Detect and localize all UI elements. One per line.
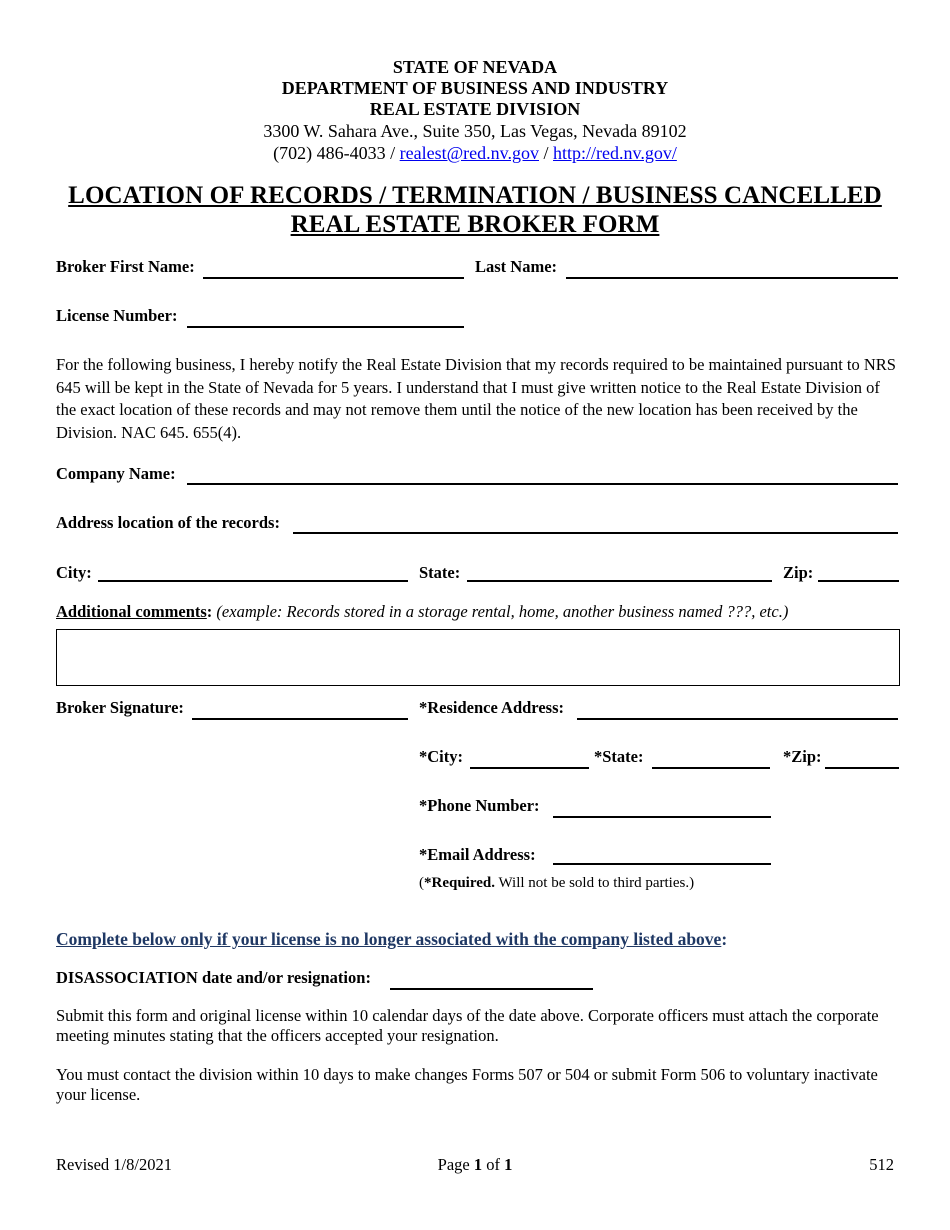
header-address: 3300 W. Sahara Ave., Suite 350, Las Vegas, Nevada 89102 xyxy=(263,121,687,141)
page-of: of xyxy=(486,1155,500,1174)
additional-comments-colon: : xyxy=(206,602,213,621)
disassociation-date-field[interactable] xyxy=(390,988,593,990)
email-address-field[interactable] xyxy=(553,863,771,865)
form-title-line2: REAL ESTATE BROKER FORM xyxy=(290,211,660,238)
header-contact-line xyxy=(0,143,950,164)
disassociation-label: DISASSOCIATION date and/or resignation: xyxy=(56,968,371,987)
revised-date: Revised 1/8/2021 xyxy=(56,1155,172,1174)
broker-signature-label: Broker Signature: xyxy=(56,698,184,717)
company-name-label: Company Name: xyxy=(56,464,176,483)
page-word: Page xyxy=(437,1155,470,1174)
license-number-label: License Number: xyxy=(56,306,178,325)
res-state-label: *State: xyxy=(594,747,644,766)
required-note xyxy=(419,874,694,892)
res-zip-field[interactable] xyxy=(825,767,899,769)
res-city-label: *City: xyxy=(419,747,463,766)
company-name-field[interactable] xyxy=(187,483,898,485)
section-heading-colon: : xyxy=(721,929,728,949)
additional-comments-example: (example: Records stored in a storage rental, home, another business named ???, etc.) xyxy=(216,602,789,621)
city-label: City: xyxy=(56,563,92,582)
header-separator-2: / xyxy=(543,143,549,163)
header-separator: / xyxy=(390,143,396,163)
address-location-field[interactable] xyxy=(293,532,898,534)
phone-number-label: *Phone Number: xyxy=(419,796,540,815)
additional-comments-label-row xyxy=(56,602,788,622)
submit-instructions: Submit this form and original license within 10 calendar days of the date above. Corporate officers must attach the corporate meeting minutes stating that the officers accepted your resignation. xyxy=(56,1006,879,1045)
page-current: 1 xyxy=(473,1155,483,1174)
res-city-field[interactable] xyxy=(470,767,589,769)
additional-comments-label: Additional comments xyxy=(56,602,207,621)
form-title-line1: LOCATION OF RECORDS / TERMINATION / BUSINESS CANCELLED xyxy=(68,182,882,209)
page-total: 1 xyxy=(504,1155,513,1174)
email-address-label: *Email Address: xyxy=(419,845,536,864)
header-division: REAL ESTATE DIVISION xyxy=(369,99,581,119)
email-link[interactable]: realest@red.nv.gov xyxy=(399,143,539,163)
required-note-bold: *Required. xyxy=(424,875,495,891)
broker-signature-field[interactable] xyxy=(192,718,408,720)
zip-field[interactable] xyxy=(818,580,899,582)
header-department: DEPARTMENT OF BUSINESS AND INDUSTRY xyxy=(281,78,669,98)
disassociation-section-heading xyxy=(56,929,727,950)
last-name-label: Last Name: xyxy=(475,257,558,276)
license-number-field[interactable] xyxy=(187,326,464,328)
res-zip-label: *Zip: xyxy=(783,747,822,766)
contact-instructions: You must contact the division within 10 days to make changes Forms 507 or 504 or submit Form 506 to voluntary inactivate your license. xyxy=(56,1065,878,1104)
phone-number-field[interactable] xyxy=(553,816,771,818)
section-heading-text: Complete below only if your license is no longer associated with the company listed above xyxy=(56,929,722,949)
city-field[interactable] xyxy=(98,580,408,582)
header-state: STATE OF NEVADA xyxy=(392,57,558,77)
header-phone: (702) 486-4033 xyxy=(273,143,386,163)
residence-address-label: *Residence Address: xyxy=(419,698,564,717)
zip-label: Zip: xyxy=(783,563,814,582)
last-name-field[interactable] xyxy=(566,277,898,279)
website-link[interactable]: http://red.nv.gov/ xyxy=(553,143,677,163)
broker-first-name-label: Broker First Name: xyxy=(56,257,195,276)
address-location-label: Address location of the records: xyxy=(56,513,280,532)
state-field[interactable] xyxy=(467,580,772,582)
required-note-rest: Will not be sold to third parties.) xyxy=(494,875,695,891)
residence-address-field[interactable] xyxy=(577,718,898,720)
page-indicator xyxy=(0,1155,950,1175)
required-note-open: ( xyxy=(419,875,424,891)
res-state-field[interactable] xyxy=(652,767,770,769)
state-label: State: xyxy=(419,563,461,582)
notice-paragraph: For the following business, I hereby notify the Real Estate Division that my records required to be maintained pursuant to NRS 645 will be kept in the State of Nevada for 5 years. I understand that I must give written notice to the Real Estate Division of the exact location of these records and may not remove them until the notice of the new location has been received by the Division. NAC 645. 655(4). xyxy=(56,355,896,442)
additional-comments-box[interactable] xyxy=(56,629,900,686)
broker-first-name-field[interactable] xyxy=(203,277,464,279)
form-number: 512 xyxy=(869,1155,894,1174)
